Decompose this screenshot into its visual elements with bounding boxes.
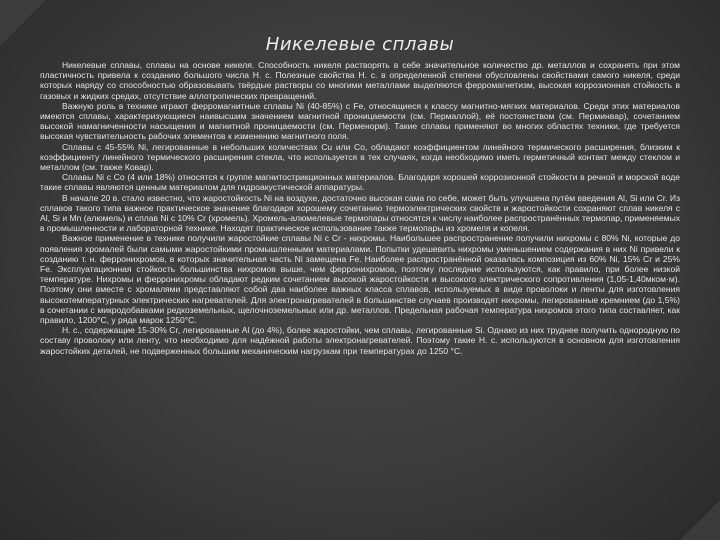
paragraph-ferromagnetic: Важную роль в технике играют ферромагнитные сплавы Ni (40-85%) с Fe, относящиеся к классу магнитно-мягких материалов. Среди этих материалов имеются сплавы, характеризующиеся наивысшим значением магнитной проницаемости (см. Пермаллой), её постоянством (см. Перминвар), сочетанием высокой намагниченности насыщения и магнитной проницаемости (см. Перменорм). Такие сплавы применяют во многих областях техники, где требуется высокая чувствительность рабочих элементов к изменению магнитного поля. [40, 100, 680, 142]
paragraph-nichromes: Важное применение в технике получили жаростойкие сплавы Ni с Cr - нихромы. Наибольшее распространение получили нихромы с 80% Ni, которые до появления хромалей были самыми жаростойкими промышленными материалами. Попытки удешевить нихромы уменьшением содержания в них Ni привели к созданию т. н. ферронихромов, в которых значительная часть Ni замещена Fe. Наиболее распространённой оказалась композиция из 60% Ni, 15% Cr и 25% Fe. Эксплуатационная стойкость большинства нихромов выше, чем ферронихромов, поэтому последние используются, как правило, при более низкой температуре. Нихромы и ферронихромы обладают редким сочетанием высокой жаростойкости и высокого электрического сопротивления (1,05-1,40мком·м). Поэтому они вместе с хромалями представляют собой два наиболее важных класса сплавов, используемых в виде проволоки и ленты для изготовления высокотемпературных электрических нагревателей. Для электронагревателей в большинстве случаев производят нихромы, легированные кремнием (до 1,5%) в сочетании с микродобавками редкоземельных, щелочноземельных или др. металлов. Предельная рабочая температура нихромов этого типа составляет, как правило, 1200°С, у ряда марок 1250°С. [40, 233, 680, 326]
paragraph-glass-sealing: Сплавы с 45-55% Ni, легированные в небольших количествах Cu или Co, обладают коэффициентом линейного термического расширения, близким к коэффициенту линейного термического расширения стекла, что используется в тех случаях, когда необходимо иметь герметичный контакт между стеклом и металлом (см. также Ковар). [40, 141, 680, 173]
paragraph-magnetostrictive: Сплавы Ni с Co (4 или 18%) относятся к группе магнитострикционных материалов. Благодаря хорошей коррозионной стойкости в речной и морской воде такие сплавы являются ценным материалом для гидроакустической аппаратуры. [40, 172, 680, 193]
slide-body-text [40, 60, 680, 356]
decorative-corner-bottom-right [680, 500, 720, 540]
paragraph-thermocouples: В начале 20 в. стало известно, что жаростойкость Ni на воздухе, достаточно высокая сама по себе, может быть улучшена путём введения Al, Si или Cr. Из сплавов такого типа важное практическое значение благодаря хорошему сочетанию термоэлектрических свойств и жаростойкости сохраняют сплав никеля с Al, Si и Mn (алюмель) и сплав Ni с 10% Cr (хромель). Хромель-алюмелевые термопары относятся к числу наиболее распространённых термопар, применяемых в промышленности и лабораторной технике. Находят практическое использование также термопары из хромеля и копеля. [40, 192, 680, 234]
slide-title: Никелевые сплавы [265, 34, 455, 55]
paragraph-intro: Никелевые сплавы, сплавы на основе никеля. Способность никеля растворять в себе значительное количество др. металлов и сохранять при этом пластичность привела к созданию большого числа Н. с. Полезные свойства Н. с. в определенной степени обусловлены свойствами самого никеля, среди которых наряду со способностью образовывать твёрдые растворы со многими металлами выделяются ферромагнетизм, высокая коррозионная стойкость в газовых и жидких средах, отсутствие аллотропических превращений. [40, 60, 680, 101]
paragraph-aluminum-alloys: Н. с., содержащие 15-30% Cr, легированные Al (до 4%), более жаростойки, чем сплавы, легированные Si. Однако из них труднее получить однородную по составу проволоку или ленту, что необходимо для надёжной работы электронагревателей. Поэтому такие Н. с. используются в основном для изготовления жаростойких деталей, не подверженных большим механическим нагрузкам при температурах до 1250 °С. [40, 325, 680, 356]
